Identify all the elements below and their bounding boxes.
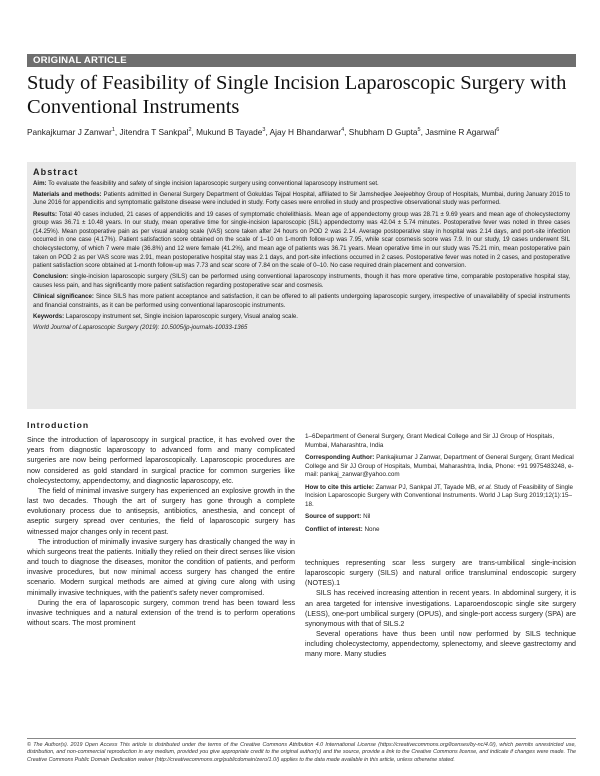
abstract-conclusion — [33, 273, 570, 290]
abstract-keywords-label: Keywords: — [33, 312, 65, 320]
abstract-clinical-label: Clinical significance: — [33, 293, 94, 301]
body-paragraph: Several operations have thus been until now performed by SILS technique including cholecystectomy, appendectomy, splenectomy, and sleeve gastrectomy and many more. Many studies — [305, 630, 576, 659]
author: Mukund B Tayade — [196, 126, 263, 137]
abstract-keywords-text: Laparoscopy instrument set, Single incision laparoscopic surgery, Visual analog scale. — [65, 312, 298, 320]
abstract-aim-text: To evaluate the feasibility and safety of single incision laparoscopic surgery using conventional laparoscopy instrument set. — [48, 179, 379, 187]
abstract-materials-label: Materials and methods: — [33, 190, 102, 198]
abstract-aim-label: Aim: — [33, 179, 47, 187]
author: Jitendra T Sankpal — [119, 126, 189, 137]
conflict-of-interest — [305, 526, 576, 535]
article-title: Study of Feasibility of Single Incision Laparoscopic Surgery with Conventional Instruments — [27, 72, 567, 118]
abstract-clinical-text: Since SILS has more patient acceptance and satisfaction, it can be offered to all patients undergoing laparoscopic surgery, irrespective of unavailability of special instruments and financial constraints, as it can be performed using conventional laparoscopic instruments. — [33, 293, 570, 309]
abstract-results-label: Results: — [33, 210, 58, 218]
cite-rest: Study of Feasibility of Single Incision Laparoscopic Surgery with Conventional Instruments. World J Lap Surg 2019;12(1):15–18. — [305, 483, 573, 509]
abstract-results-text: Total 40 cases included, 21 cases of appendicitis and 19 cases of symptomatic cholelithiasis. Mean age of appendectomy group was 28.71 ± 9.69 years and mean age of cholecystectomy group was 36.71 ± 10.48 years. In our study, mean operative time for single-incision laparoscopic (SIL) appendectomy was 42.04 ± 5.74 minutes. Postoperative fever was noted in three cases (14.25%). Mean postoperative pain as per visual analog scale (VAS) score taken after 24 hours on POD 2 was 2.14. Average postoperative stay in hospital was 2.14 days, and port-site infection occurred in one case (4.17%). Patient satisfaction score obtained on the scale of 1–10 on 1-month follow-up was 7.95, while scar cosmesis score was 7.9. In our study, 19 cases underwent SIL cholecystectomy, of which 7 were male (36.8%) and 12 were female (41.2%), and mean age of patients was 36.71 years. Mean operative time in our study was 75.21 min, mean postoperative pain taken on POD 2 as per VAS score was 2.91, mean postoperative hospital stay was 2.1 days, and port-site infections occurred in 2 cases. Postoperative fever was noted in 2 cases, and postoperative patient satisfaction score obtained at 1-month follow-up was 7.73 and scar score of 7.84 on the scale of 0–10. No case required drain placement and conversion. — [33, 210, 570, 270]
cite-label: How to cite this article: — [305, 483, 374, 491]
abstract-citation — [33, 324, 570, 333]
author: Pankajkumar J Zanwar — [27, 126, 112, 137]
cite-etal: et al. — [478, 483, 493, 491]
corresponding-author — [305, 454, 576, 480]
body-right-column — [305, 558, 576, 660]
conflict-value: None — [364, 525, 380, 533]
article-notes — [305, 433, 576, 538]
corresponding-text: Pankajkumar J Zanwar, Department of General Surgery, Grant Medical College and Sir JJ Group of Hospitals, Mumbai, Maharashtra, India, Phone: +91 9975483248, e-mail: pankaj_zanwar@yahoo.com — [305, 454, 574, 479]
body-paragraph: SILS has received increasing attention in recent years. In abdominal surgery, it is an area targeted for intensive investigations. Laparoendoscopic single site surgery (LESS), one-port umbilical surgery (OPUS), and single-port access surgery (SPA) are synonymous with that of SILS.2 — [305, 589, 576, 628]
abstract-clinical — [33, 293, 570, 310]
author-affiliation: 6 — [496, 127, 500, 133]
source-of-support — [305, 513, 576, 522]
abstract-materials-text: Patients admitted in General Surgery Department of Gokuldas Tejpal Hospital, affiliated to Sir Jamshedjee Jeejeebhoy Group of Hospitals, Mumbai, during January 2015 to June 2016 for appendicitis and symptomatic gallstone disease were included in study. Forty cases were enrolled in study and prospective observational study was performed. — [33, 190, 570, 207]
abstract-citation-text: World Journal of Laparoscopic Surgery (2019): 10.5005/jp-journals-10033-1365 — [33, 324, 248, 332]
abstract-heading: Abstract — [33, 167, 79, 177]
author-affiliation: 3 — [262, 127, 266, 133]
author-list: Pankajkumar J Zanwar$^1$, Jitendra T Sankpal$^2$, Mukund B Tayade$^3$, Ajay H Bhandarwar$^4$, Shubham D Gupta$^5$, Jasmine R Agarwal$^6$ — [27, 126, 500, 137]
how-to-cite — [305, 484, 576, 510]
introduction-column — [27, 420, 295, 628]
support-value: Nil — [363, 513, 371, 521]
intro-paragraph: The introduction of minimally invasive surgery has drastically changed the way in which surgeons treat the patients. Initially they relied on their direct senses like vision and touch to diagnose the diseases, monitor the condition of patients, and perform invasive procedures, but now minimal access surgery has changed the entire scenario. Modern surgical methods are aimed at giving cure along with using minimally invasive techniques, with the patient’s safety never compromised. — [27, 537, 295, 597]
abstract-conclusion-text: single-incision laparoscopic surgery (SILS) can be performed using conventional laparoscopy instruments, though it has more operative time, comparable postoperative hospital stay, causes less pain, and has significantly more patient satisfaction regarding postoperative scar and cosmesis. — [33, 273, 570, 289]
affiliation-note: 1–6Department of General Surgery, Grant Medical College and Sir JJ Group of Hospitals, Mumbai, Maharashtra, India — [305, 433, 555, 449]
support-label: Source of support: — [305, 513, 362, 521]
author-affiliation: 4 — [341, 127, 345, 133]
abstract-box — [27, 162, 576, 409]
author: Jasmine R Agarwal — [425, 126, 497, 137]
author-affiliation: 1 — [111, 127, 115, 133]
author-affiliation: 2 — [188, 127, 192, 133]
abstract-aim — [33, 180, 570, 189]
abstract-results — [33, 211, 570, 271]
license-footer: © The Author(s). 2019 Open Access This article is distributed under the terms of the Creative Commons Attribution 4.0 International License (https://creativecommons.org/licenses/by-nc/4.0/), which permits unrestricted use, distribution, and non-commercial reproduction in any medium, provided you give appropriate credit to the original author(s) and the source, provide a link to the Creative Commons license, and indicate if changes were made. The Creative Commons Public Domain Dedication waiver (http://creativecommons.org/publicdomain/zero/1.0/) applies to the data made available in this article, unless otherwise stated. — [27, 738, 576, 764]
abstract-keywords — [33, 313, 570, 322]
author: Shubham D Gupta — [348, 126, 418, 137]
cite-text: Zanwar PJ, Sankpal JT, Tayade MB, — [375, 483, 477, 491]
intro-paragraph: During the era of laparoscopic surgery, common trend has been toward less invasive techniques and a natural extension of the trend is to perform operations without scars. The most prominent — [27, 598, 295, 627]
intro-paragraph: The field of minimal invasive surgery has experienced an explosive growth in the last two decades. Though the art of surgery has gone through a complete evolutionary process due to antisepsis, antibiotics, anesthesia, and concept of aseptic surgery spread over centuries, the field of laparoscopic surgery has witnessed major changes only in recent past. — [27, 486, 295, 536]
author: Ajay H Bhandarwar — [269, 126, 342, 137]
corresponding-label: Corresponding Author: — [305, 454, 375, 461]
author-affiliation: 5 — [417, 127, 421, 133]
abstract-conclusion-label: Conclusion: — [33, 273, 69, 281]
conflict-label: Conflict of interest: — [305, 525, 363, 533]
body-paragraph: techniques representing scar less surgery are trans-umbilical single-incision laparoscopic surgery (SILS) and natural orifice transluminal endoscopic surgery (NOTES).1 — [305, 559, 576, 588]
introduction-heading: Introduction — [27, 420, 90, 430]
abstract-materials — [33, 191, 570, 208]
intro-paragraph: Since the introduction of laparoscopy in surgical practice, it has evolved over the years from diagnostic laparoscopy to advanced form and many complicated surgeries are now being performed laparoscopically. Laparoscopic procedures are now considered as gold standard in surgical practice for common surgeries like cholecystectomy, appendectomy, and diagnostic laparoscopy, etc. — [27, 436, 295, 485]
section-tag: ORIGINAL ARTICLE — [27, 54, 576, 67]
